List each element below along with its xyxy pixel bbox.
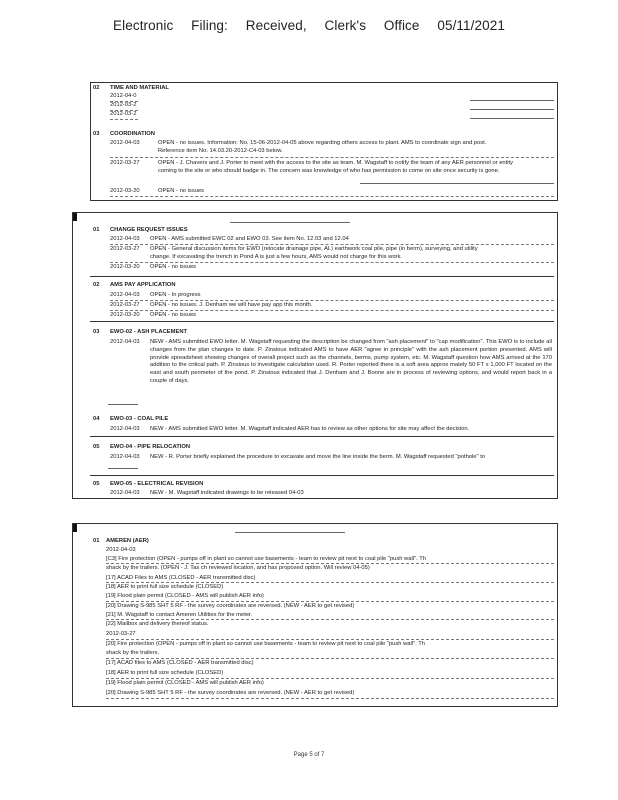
entry-divider [470,109,554,110]
entry-divider [108,404,138,405]
section-b-left-rule [72,212,73,498]
row-guide [106,678,554,679]
row-guide [106,619,554,620]
section-a-right-rule [557,82,558,200]
section-c-top-rule [72,523,558,524]
row-guide [106,582,554,583]
note-line: [19] Flood plain permit (CLOSED - AMS will publish AER info) [106,593,264,599]
entry-divider [110,110,138,111]
item-separator [90,475,554,476]
entry-date: 2012-03-2 [110,102,137,108]
item-title: EWO-05 - ELECTRICAL REVISION [110,481,204,487]
note-line: [19] Flood plain permit (CLOSED - AMS will publish AER info) [106,680,264,686]
note-line: [17] ACAD Files to AMS (CLOSED - AER transmitted disc) [106,575,256,581]
section-b-bottom-rule [72,498,558,499]
entry-text: Reference item No. 14.03.20-2012-C4-03 below. [158,148,283,154]
section-c-header-rule [235,532,345,533]
entry-text: OPEN - no issues. Information: No. 15-06-2012-04-05 above regarding others access to plant. AMS to coordinate sign and post. [158,140,487,146]
note-line: [18] AER to print full size schedule (CLOSED) [106,670,224,676]
note-line: 2012-03-27 [106,631,136,637]
item-separator [90,321,554,322]
section-a-bottom-rule [90,200,558,201]
entry-text: NEW - AMS submitted EWO letter. M. Wagstaff requesting the description be changed from "ash placement" to "cap modification". This EWO is to include all changes from the plan changes to date. P. Zinsious indicated AMS to have AER "agree in principle" with the ash placement portion presented. AMS will provide spreadsheet showing changes of overall project such as the channels, berms, pump system, etc. M. Wagstaff question how AMS arrived at the 170 addition to the critical path. P. Zinsious to investigate calculation used. R. Porter reported there is a soft area approx mately 50 FT x 1,000 FT located on the east and south perimeter of the pond. P. Zinsious indicated that J. Denham and J. Boone are in process of reviewing options, and would report back in a couple of days. [150,339,552,384]
section-a-left-rule [90,82,91,200]
section-a-top-rule [90,82,558,83]
entry-date: 2012-04-03 [110,339,140,345]
item-separator [90,276,554,277]
entry-text: OPEN - J. Chavers and J. Porter to meet with the access to the site as team. M. Wagstaff to notify the team of any AER personnel or entity [158,160,514,166]
section-b-right-rule [557,212,558,498]
entry-date: 2012-04-0 [110,93,137,99]
entry-divider [110,157,554,158]
entry-text: OPEN - In progress [150,292,201,298]
item-title: EWO-02 - ASH PLACEMENT [110,329,188,335]
row-guide [106,658,554,659]
entry-divider [110,244,554,245]
item-title: AMS PAY APPLICATION [110,282,176,288]
item-number: 01 [93,538,100,544]
row-guide [106,698,554,699]
entry-divider [110,119,138,120]
section-b-top-rule [72,212,558,213]
note-line: shack by the trailers. [106,650,160,656]
entry-date: 2012-04-03 [110,490,140,496]
section-c-right-rule [557,523,558,706]
row-guide [106,639,554,640]
entry-date: 2012-04-03 [110,454,140,460]
note-line: [20] Drawing S-985 SHT 5 RF - the survey coordinates are reversed. (NEW - AER to get revised) [106,690,355,696]
section-c-bottom-rule [72,706,558,707]
item-title: EWO-04 - PIPE RELOCATION [110,444,191,450]
entry-text: OPEN - AMS submitted EWC 02 and EWO 03. See item No. 12.03 and 12.04 [150,236,349,242]
row-guide [106,601,554,602]
note-line: [18] AER to print full size schedule (CLOSED) [106,584,224,590]
item-number: 04 [93,416,100,422]
entry-divider [110,101,138,102]
entry-date: 2012-03-20 [110,188,140,194]
entry-divider [110,300,554,301]
row-guide [106,563,554,564]
item-title: TIME AND MATERIAL [110,85,169,91]
entry-text: NEW - AMS submitted EWO letter. M. Wagstaff indicated AER has to review as other options for site may affect the decision. [150,426,470,432]
entry-date: 2012-04-03 [110,292,140,298]
note-line: [22] Mailbox and delivery thereof status. [106,621,209,627]
entry-text: OPEN - General discussion items for EWO (relocate drainage pipe, AL) earthwork coal pile, pipe (in berm), surveying, and utility [150,246,478,252]
note-line: 2012-04-03 [106,547,136,553]
item-number: 03 [93,131,100,137]
item-number: 03 [93,329,100,335]
page-number: Page 5 of 7 [293,752,325,758]
entry-divider [110,196,554,197]
item-number: 02 [93,282,100,288]
filing-stamp-header: Electronic Filing: Received, Clerk's Office 05/11/2021 [113,18,505,33]
item-title: AMEREN (AER) [106,538,149,544]
entry-divider [110,262,554,263]
item-number: 01 [93,227,100,233]
entry-text: NEW - M. Wagstaff indicated drawings to be released 04-03 [150,490,304,496]
note-line: shack by the trailers. (OPEN - J. Tas ch reviewed location, and has proposed option. Will review 04-05) [106,565,370,571]
entry-divider [470,118,554,119]
section-b-header-rule [230,222,350,223]
entry-date: 2012-04-03 [110,426,140,432]
entry-date: 2012-03-27 [110,246,140,252]
entry-date: 2012-03-27 [110,160,140,166]
item-title: EWO-03 - COAL PILE [110,416,169,422]
note-line: [C3] Fire protection (OPEN - pumps off in plant so cannot use basements - team to review pit next to coal pile "push wall". Th [106,556,426,562]
entry-text: change. If excavating the trench in Pond A is just a few hours, AMS would not charge for this work. [150,254,402,260]
entry-date: 2012-04-03 [110,236,140,242]
entry-text: OPEN - no issues [150,264,197,270]
note-line: [20] Fire protection (OPEN - pumps off in plant so cannot use basements - team to review pit next to coal pile "push wall". Th [106,641,426,647]
item-title: CHANGE REQUEST ISSUES [110,227,188,233]
entry-divider [110,310,554,311]
entry-divider [470,100,554,101]
note-line: [17] ACAD files to AMS (CLOSED - AER transmitted disc) [106,660,254,666]
entry-text: OPEN - no issues [150,312,197,318]
note-line: [21] M. Wagstaff to contact Ameren Utilities for the meter. [106,612,253,618]
entry-divider [360,183,554,184]
entry-date: 2012-03-20 [110,312,140,318]
item-number: 02 [93,85,100,91]
entry-divider [108,468,138,469]
item-number: 05 [93,481,100,487]
entry-text: NEW - R. Porter briefly explained the procedure to excavate and move the line inside the berm. M. Wagstaff requested "pothole" to [150,454,486,460]
item-title: COORDINATION [110,131,155,137]
entry-date: 2012-04-03 [110,140,140,146]
section-c-left-rule [72,523,73,706]
item-separator [90,436,554,437]
entry-date: 2012-03-2 [110,111,137,117]
entry-text: OPEN - no issues. J. Denham we will have pay app this month. [150,302,313,308]
entry-text: coming to the site or who should badge in. The concern was knowledge of who has permission to come on site once security is gone. [158,168,500,174]
entry-date: 2012-03-20 [110,264,140,270]
item-number: 05 [93,444,100,450]
entry-date: 2012-03-27 [110,302,140,308]
note-line: [20] Drawing S-985 SHT 5 RF - the survey coordinates are reversed. (NEW - AER to get revised) [106,603,355,609]
entry-text: OPEN - no issues [158,188,205,194]
